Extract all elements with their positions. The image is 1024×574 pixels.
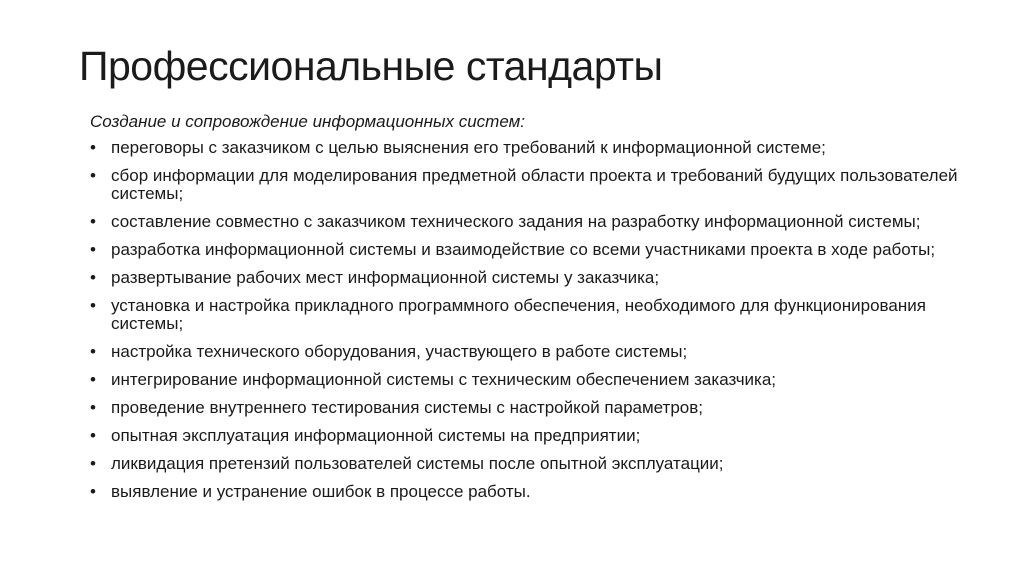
bullet-icon: • [90, 482, 96, 501]
list-item [90, 483, 961, 501]
bullet-icon: • [90, 296, 96, 315]
list-item-text: составление совместно с заказчиком технического задания на разработку информационной системы; [111, 212, 921, 231]
list-item-text: сбор информации для моделирования предметной области проекта и требований будущих пользователей системы; [111, 166, 958, 203]
list-item [90, 241, 961, 259]
bullet-icon: • [90, 426, 96, 445]
list-item [90, 213, 961, 231]
list-item-text: проведение внутреннего тестирования системы с настройкой параметров; [111, 398, 704, 417]
list-item-text: опытная эксплуатация информационной системы на предприятии; [111, 426, 641, 445]
list-item [90, 455, 961, 473]
slide-subtitle: Создание и сопровождение информационных систем: [90, 112, 525, 131]
list-item-text: выявление и устранение ошибок в процессе работы. [111, 482, 531, 501]
list-item [90, 371, 961, 389]
slide-title: Профессиональные стандарты [79, 43, 663, 89]
bullet-icon: • [90, 166, 96, 185]
bullet-icon: • [90, 342, 96, 361]
bullet-icon: • [90, 240, 96, 259]
list-item-text: развертывание рабочих мест информационной системы у заказчика; [111, 268, 660, 287]
list-item-text: интегрирование информационной системы с техническим обеспечением заказчика; [111, 370, 777, 389]
list-item [90, 139, 961, 157]
bullet-icon: • [90, 212, 96, 231]
slide-content [90, 112, 970, 511]
bullet-icon: • [90, 454, 96, 473]
list-item [90, 167, 961, 203]
bullet-icon: • [90, 138, 96, 157]
list-item-text: настройка технического оборудования, участвующего в работе системы; [111, 342, 688, 361]
bullet-icon: • [90, 370, 96, 389]
bullet-icon: • [90, 398, 96, 417]
list-item [90, 269, 961, 287]
list-item-text: установка и настройка прикладного программного обеспечения, необходимого для функционирования системы; [111, 296, 926, 333]
list-item-text: переговоры с заказчиком с целью выяснения его требований к информационной системе; [111, 138, 826, 157]
list-item [90, 427, 961, 445]
list-item [90, 297, 961, 333]
list-item [90, 399, 961, 417]
bullet-icon: • [90, 268, 96, 287]
bullet-list [90, 139, 970, 501]
list-item-text: разработка информационной системы и взаимодействие со всеми участниками проекта в ходе работы; [111, 240, 936, 259]
list-item [90, 343, 961, 361]
list-item-text: ликвидация претензий пользователей системы после опытной эксплуатации; [111, 454, 724, 473]
